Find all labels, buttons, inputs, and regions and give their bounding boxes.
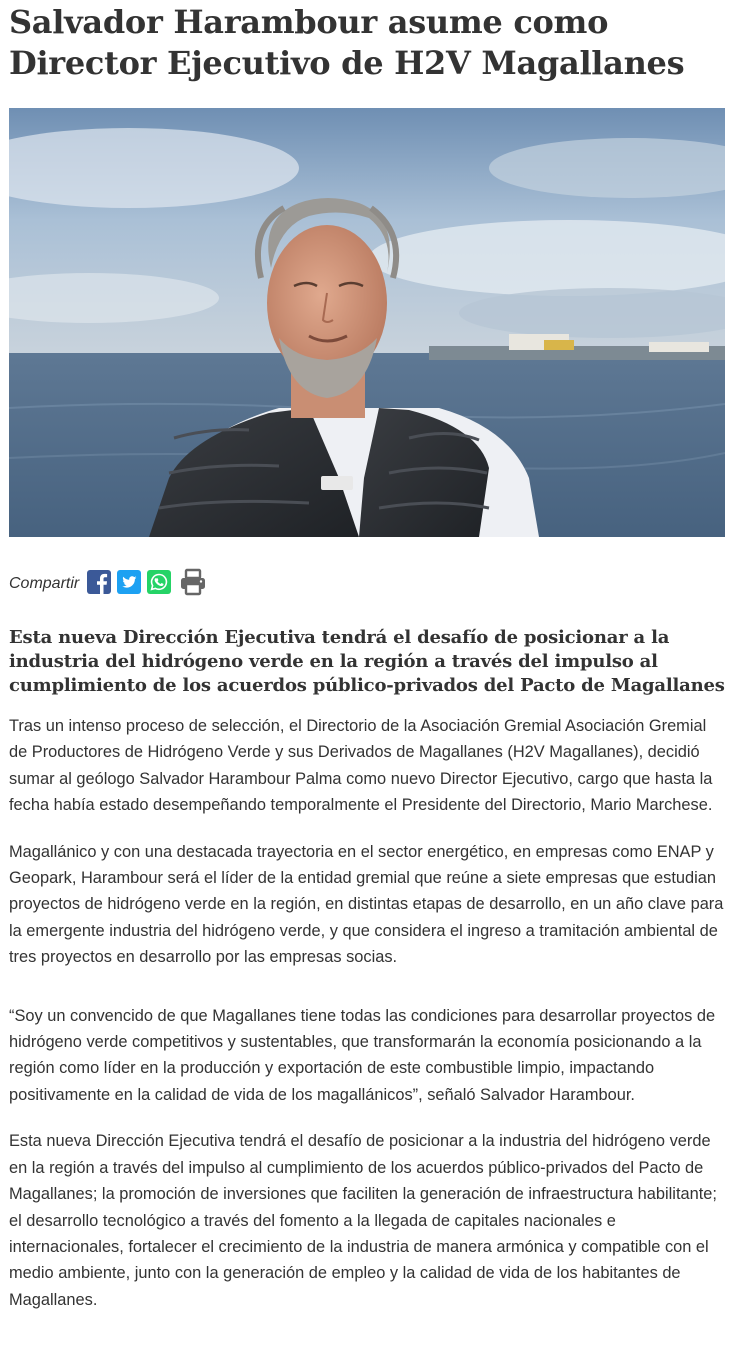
print-icon — [179, 568, 207, 596]
share-bar — [9, 566, 213, 598]
share-label: Compartir — [9, 575, 80, 592]
portrait-image — [9, 108, 725, 537]
whatsapp-share-button[interactable] — [147, 570, 171, 594]
article-lead: Esta nueva Dirección Ejecutiva tendrá el desafío de posicionar a la industria del hidrógeno verde en la región a través del impulso al cumplimiento de los acuerdos público-privados del Pacto de Magallanes — [9, 627, 725, 696]
article-title: Salvador Harambour asume como Director Ejecutivo de H2V Magallanes — [9, 3, 685, 82]
whatsapp-icon — [147, 570, 171, 594]
body-paragraph-4: Esta nueva Dirección Ejecutiva tendrá el desafío de posicionar a la industria del hidrógeno verde en la región a través del impulso al cumplimiento de los acuerdos público-privados del Pacto de Magallanes; la promoción de inversiones que faciliten la generación de infraestructura habilitante; el desarrollo tecnológico a través del fomento a la llegada de capitales nacionales e internacionales, fortalecer el crecimiento de la industria de manera armónica y compatible con el medio ambiente, junto con la generación de empleo y la calidad de vida de los habitantes de Magallanes. — [9, 1132, 717, 1309]
article-body — [9, 713, 727, 1333]
twitter-share-button[interactable] — [117, 570, 141, 594]
body-paragraph-2: Magallánico y con una destacada trayectoria en el sector energético, en empresas como ENAP y Geopark, Harambour será el líder de la entidad gremial que reúne a siete empresas que estudian proyectos de hidrógeno verde en la región, en distintas etapas de desarrollo, en un año clave para la emergente industria del hidrógeno verde, y que considera el ingreso a tramitación ambiental de tres proyectos en desarrollo por las empresas socias. — [9, 842, 724, 967]
article-photo — [9, 108, 725, 537]
twitter-icon — [117, 570, 141, 594]
facebook-icon — [87, 570, 111, 594]
print-button[interactable] — [179, 568, 207, 596]
facebook-share-button[interactable] — [87, 570, 111, 594]
body-paragraph-1: Tras un intenso proceso de selección, el Directorio de la Asociación Gremial Asociación Gremial de Productores de Hidrógeno Verde y sus Derivados de Magallanes (H2V Magallanes), decidió sumar al geólogo Salvador Harambour Palma como nuevo Director Ejecutivo, cargo que hasta la fecha había estado desempeñando temporalmente el Presidente del Directorio, Mario Marchese. — [9, 717, 713, 815]
body-paragraph-3: “Soy un convencido de que Magallanes tiene todas las condiciones para desarrollar proyectos de hidrógeno verde competitivos y sustentables, que transformarán la economía posicionando a la región como líder en la producción y exportación de este combustible limpio, impactando positivamente en la calidad de vida de los magallánicos”, señaló Salvador Harambour. — [9, 1006, 716, 1104]
